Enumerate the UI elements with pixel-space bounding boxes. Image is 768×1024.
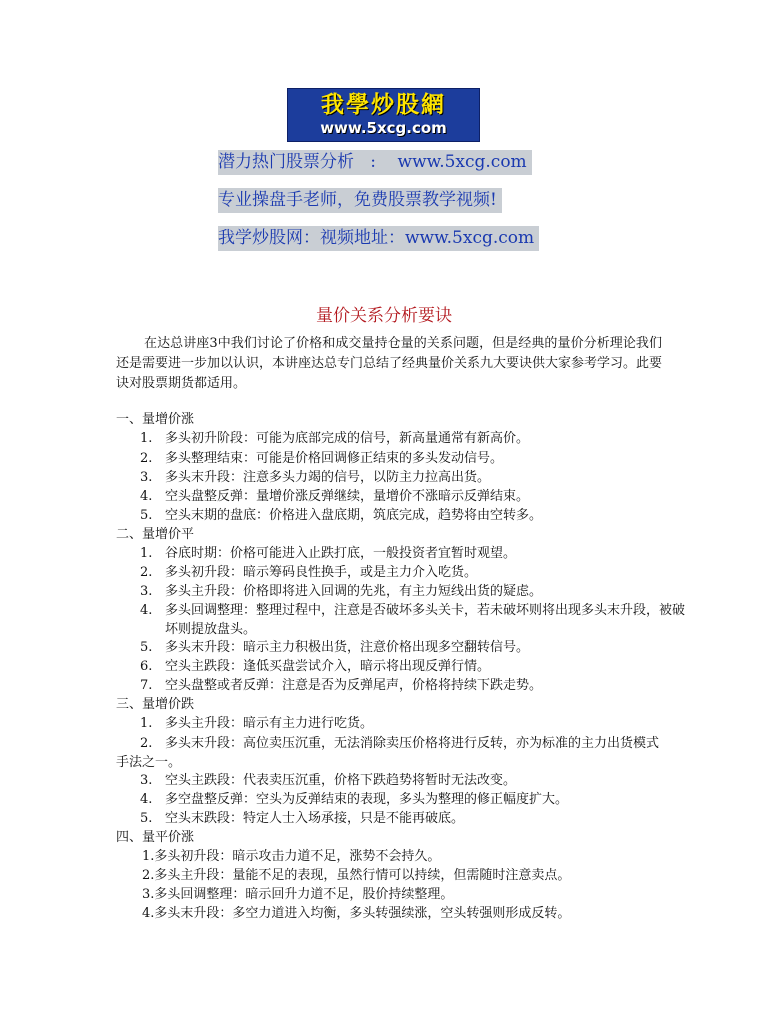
item-number: 5. bbox=[140, 508, 153, 523]
section-heading: 三、量增价跌 bbox=[116, 697, 195, 712]
list-item bbox=[140, 507, 542, 525]
item-text: 空头主跌段：逢低买盘尝试介入，暗示将出现反弹行情。 bbox=[165, 659, 491, 674]
list-item bbox=[140, 772, 516, 790]
item-text: 多头回调整理：整理过程中，注意是否破坏多头关卡，若未破坏则将出现多头末升段，被破坏则提放盘头。 bbox=[165, 603, 686, 637]
item-number: 5. bbox=[140, 811, 153, 826]
list-item bbox=[116, 734, 662, 772]
item-text: 多头末升段：注意多头力竭的信号，以防主力拉高出货。 bbox=[165, 470, 491, 485]
list-item bbox=[140, 658, 490, 676]
intro-paragraph: 在达总讲座3中我们讨论了价格和成交量持仓量的关系问题，但是经典的量价分析理论我们还是需要进一步加以认识，本讲座达总专门总结了经典量价关系九大要诀供大家参考学习。此要诀对股票期货都适用。 bbox=[116, 336, 663, 391]
item-number: 7. bbox=[140, 678, 153, 693]
logo-chinese-text: 我學炒股網 bbox=[321, 92, 446, 118]
logo-url-text: www.5xcg.com bbox=[320, 119, 447, 137]
item-number: 6. bbox=[140, 659, 153, 674]
item-text: 多头初升阶段：可能为底部完成的信号，新高量通常有新高价。 bbox=[165, 431, 530, 446]
item-text: 多头主升段：暗示有主力进行吃货。 bbox=[165, 716, 374, 731]
item-number: 4. bbox=[142, 906, 155, 921]
list-item bbox=[140, 430, 529, 448]
item-text: 多头末升段：暗示主力积极出货，注意价格出现多空翻转信号。 bbox=[165, 640, 530, 655]
list-item bbox=[140, 677, 542, 695]
promo-link-stock-analysis[interactable]: 潜力热门股票分析 : www.5xcg.com bbox=[218, 150, 532, 175]
list-item bbox=[142, 886, 453, 904]
section-heading: 一、量增价涨 bbox=[116, 412, 195, 427]
item-number: 3. bbox=[142, 887, 155, 902]
list-item bbox=[140, 601, 687, 639]
list-item bbox=[142, 905, 570, 923]
item-number: 2. bbox=[142, 868, 155, 883]
list-item bbox=[140, 639, 529, 657]
item-number: 2. bbox=[140, 565, 153, 580]
list-item bbox=[140, 488, 529, 506]
item-text: 多头末升段：多空力道进入均衡，多头转强续涨，空头转强则形成反转。 bbox=[154, 906, 571, 921]
item-text: 谷底时期：价格可能进入止跌打底，一般投资者宜暂时观望。 bbox=[165, 546, 517, 561]
item-text: 多头末升段：高位卖压沉重，无法消除卖压价格将进行反转，亦为标准的主力出货模式手法之一。 bbox=[116, 736, 660, 770]
item-number: 2. bbox=[140, 451, 153, 466]
item-text: 空头末跌段：特定人士入场承接，只是不能再破底。 bbox=[165, 811, 465, 826]
list-item bbox=[140, 791, 568, 809]
section-heading: 二、量增价平 bbox=[116, 527, 195, 542]
item-number: 3. bbox=[140, 584, 153, 599]
item-number: 3. bbox=[140, 470, 153, 485]
list-item bbox=[142, 867, 570, 885]
item-number: 4. bbox=[140, 792, 153, 807]
item-number: 3. bbox=[140, 773, 153, 788]
list-item bbox=[140, 810, 464, 828]
item-number: 1. bbox=[140, 716, 153, 731]
item-text: 多头初升段：暗示攻击力道不足，涨势不会持久。 bbox=[154, 849, 441, 864]
section-heading: 四、量平价涨 bbox=[116, 830, 195, 845]
list-item bbox=[140, 583, 542, 601]
item-text: 空头盘整反弹：量增价涨反弹继续，量增价不涨暗示反弹结束。 bbox=[165, 489, 530, 504]
list-item bbox=[140, 564, 477, 582]
list-item bbox=[140, 715, 373, 733]
item-text: 空头主跌段：代表卖压沉重，价格下跌趋势将暂时无法改变。 bbox=[165, 773, 517, 788]
item-text: 多头回调整理：暗示回升力道不足，股价持续整理。 bbox=[154, 887, 454, 902]
item-number: 2. bbox=[140, 736, 153, 751]
item-text: 多头初升段：暗示筹码良性换手，或是主力介入吃货。 bbox=[165, 565, 478, 580]
site-logo[interactable] bbox=[287, 88, 480, 142]
list-item bbox=[140, 545, 516, 563]
item-text: 多头主升段：价格即将进入回调的先兆，有主力短线出货的疑虑。 bbox=[165, 584, 543, 599]
list-item bbox=[142, 848, 440, 866]
list-item bbox=[140, 450, 503, 468]
item-number: 1. bbox=[142, 849, 155, 864]
item-number: 4. bbox=[140, 603, 153, 618]
item-number: 4. bbox=[140, 489, 153, 504]
item-text: 多头主升段：量能不足的表现，虽然行情可以持续，但需随时注意卖点。 bbox=[154, 868, 571, 883]
list-item bbox=[140, 469, 490, 487]
item-text: 多头整理结束：可能是价格回调修正结束的多头发动信号。 bbox=[165, 451, 504, 466]
item-text: 空头末期的盘底：价格进入盘底期，筑底完成，趋势将由空转多。 bbox=[165, 508, 543, 523]
promo-link-free-videos[interactable]: 专业操盘手老师，免费股票教学视频! bbox=[218, 188, 502, 213]
promo-link-video-address[interactable]: 我学炒股网：视频地址：www.5xcg.com bbox=[218, 226, 539, 251]
item-text: 多空盘整反弹：空头为反弹结束的表现，多头为整理的修正幅度扩大。 bbox=[165, 792, 569, 807]
item-number: 5. bbox=[140, 640, 153, 655]
item-text: 空头盘整或者反弹：注意是否为反弹尾声，价格将持续下跌走势。 bbox=[165, 678, 543, 693]
item-number: 1. bbox=[140, 431, 153, 446]
item-number: 1. bbox=[140, 546, 153, 561]
document-title: 量价关系分析要诀 bbox=[316, 306, 452, 326]
